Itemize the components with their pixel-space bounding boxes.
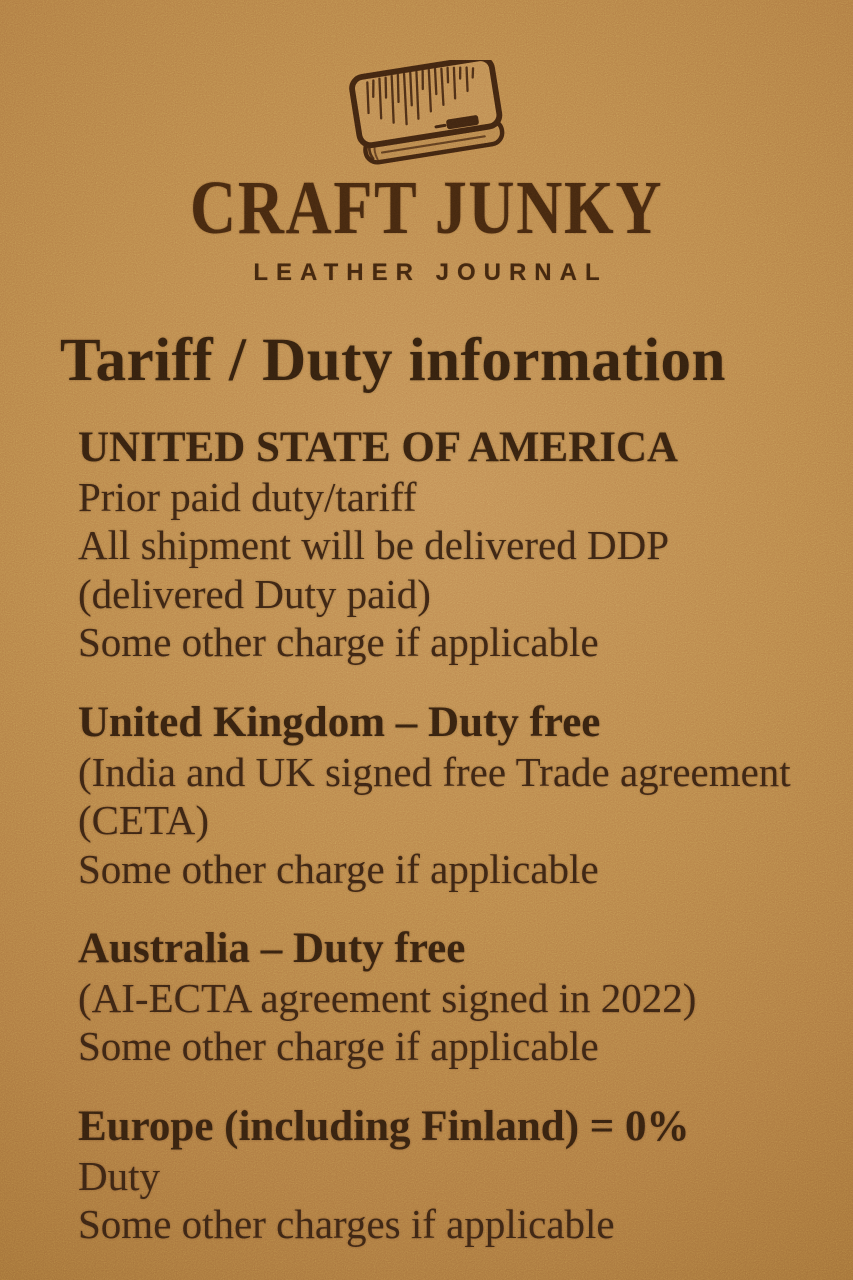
section-uk-heading: United Kingdom – Duty free xyxy=(78,698,601,746)
section-uk xyxy=(78,698,813,893)
leather-journal-book-icon xyxy=(333,60,521,172)
section-usa-heading: UNITED STATE OF AMERICA xyxy=(78,423,679,471)
section-usa-line: Prior paid duty/tariff xyxy=(78,473,417,520)
section-europe-line: Some other charges if applicable xyxy=(78,1201,615,1248)
section-europe xyxy=(78,1102,813,1249)
section-usa-line: All shipment will be delivered DDP xyxy=(78,522,669,569)
page-title: Tariff / Duty information xyxy=(60,326,726,394)
section-usa xyxy=(78,423,813,667)
brand-name-text: CRAFT JUNKY xyxy=(189,166,664,250)
section-uk-line: Some other charge if applicable xyxy=(78,845,599,892)
brand-name xyxy=(0,166,853,250)
tariff-sections xyxy=(78,423,813,1249)
section-australia-line: Some other charge if applicable xyxy=(78,1023,599,1070)
section-usa-line: (delivered Duty paid) xyxy=(78,570,431,617)
section-europe-heading: Europe (including Finland) = 0% xyxy=(78,1102,690,1150)
section-australia-heading: Australia – Duty free xyxy=(78,925,466,973)
section-usa-line: Some other charge if applicable xyxy=(78,619,599,666)
section-uk-line: (India and UK signed free Trade agreement xyxy=(78,748,791,795)
brand-tagline: LEATHER JOURNAL xyxy=(253,258,608,286)
section-uk-line: (CETA) xyxy=(78,797,210,844)
logo-block xyxy=(0,0,853,287)
section-australia-line: (AI-ECTA agreement signed in 2022) xyxy=(78,974,697,1021)
section-europe-line: Duty xyxy=(78,1152,160,1199)
section-australia xyxy=(78,924,813,1071)
